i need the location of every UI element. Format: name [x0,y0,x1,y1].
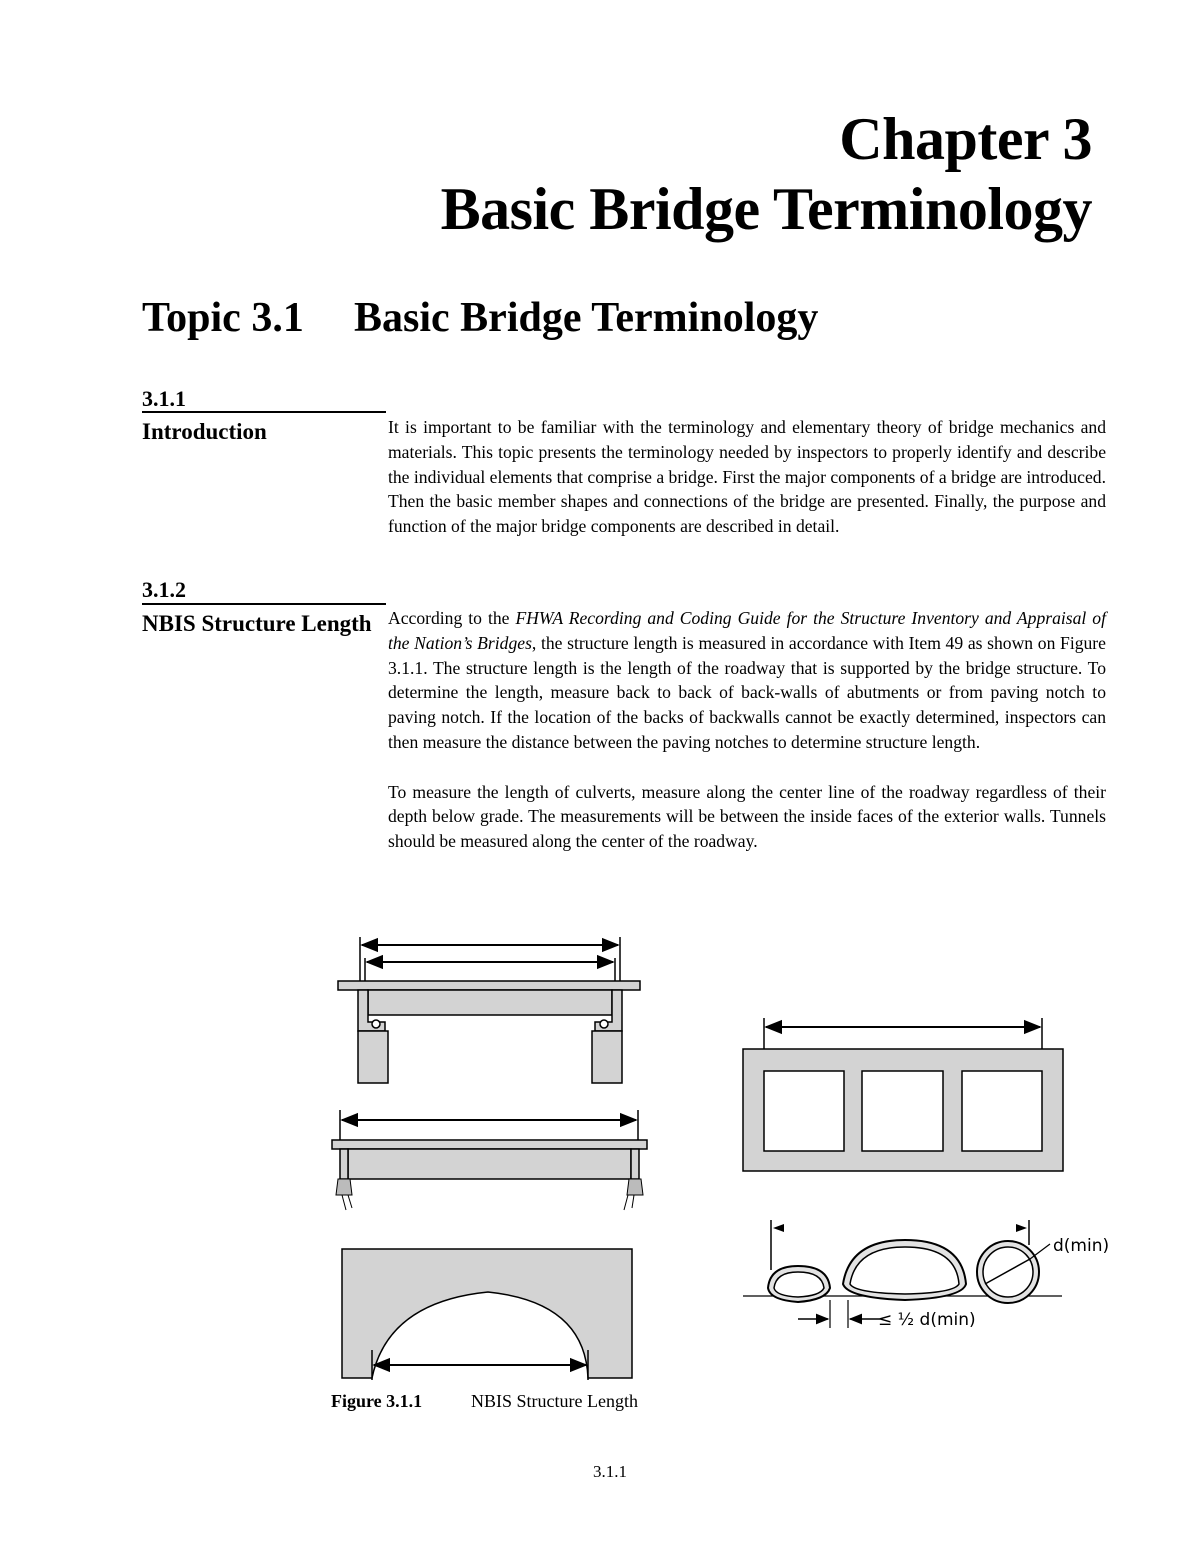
half-d-min-label: ≤ ½ d(min) [878,1310,976,1330]
pipe-culverts-drawing [743,1220,1109,1330]
topic-title: Basic Bridge Terminology [354,295,819,341]
section-number-3-1-1: 3.1.1 [142,386,186,411]
topic-number: Topic 3.1 [142,295,304,341]
nbis-paragraph-2: To measure the length of culverts, measure along the center line of the roadway regardless of their depth below grade. The measurements will be between the inside faces of the exterior walls. Tunnels should be measured along the center of the roadway. [388,781,1106,852]
figure-caption [331,1390,638,1412]
figure-label: Figure 3.1.1 [331,1391,423,1411]
section-title-nbis-structure-length: NBIS Structure Length [142,611,372,636]
box-culvert-drawing [743,1018,1063,1171]
nbis-paragraph-1-prefix: According to the [388,608,516,628]
chapter-number: Chapter 3 [839,106,1092,172]
introduction-paragraph: It is important to be familiar with the terminology and elementary theory of bridge mechanics and materials. This topic presents the terminology needed by inspectors to properly identify and describe the individual elements that comprise a bridge. First the major components of a bridge are introduced. Then the basic member shapes and connections of the bridge are presented. Finally, the purpose and function of the major bridge components are described in detail. [388,417,1106,537]
section-title-introduction: Introduction [142,419,267,444]
bridge-abutment-drawing [338,937,640,1083]
d-min-label: d(min) [1053,1236,1110,1256]
arch-bridge-drawing [342,1249,632,1380]
section-number-3-1-2: 3.1.2 [142,577,186,602]
bridge-pile-drawing [332,1110,647,1210]
page-number: 3.1.1 [593,1462,627,1481]
fhwa-guide-title: FHWA Recording and Coding Guide for the Structure Inventory and Appraisal of the Nation’s Bridges [388,608,1106,653]
nbis-paragraph-1-rest: , the structure length is measured in accordance with Item 49 as shown on Figure 3.1.1. The structure length is the length of the roadway that is supported by the bridge structure. To determine the length, measure back to back of back-walls of abutments or from paving notch to paving notch. If the location of the backs of backwalls cannot be exactly determined, inspectors can then measure the distance between the paving notches to determine structure length. [388,632,1106,752]
chapter-title: Basic Bridge Terminology [440,176,1092,242]
figure-caption-text: NBIS Structure Length [471,1391,638,1411]
